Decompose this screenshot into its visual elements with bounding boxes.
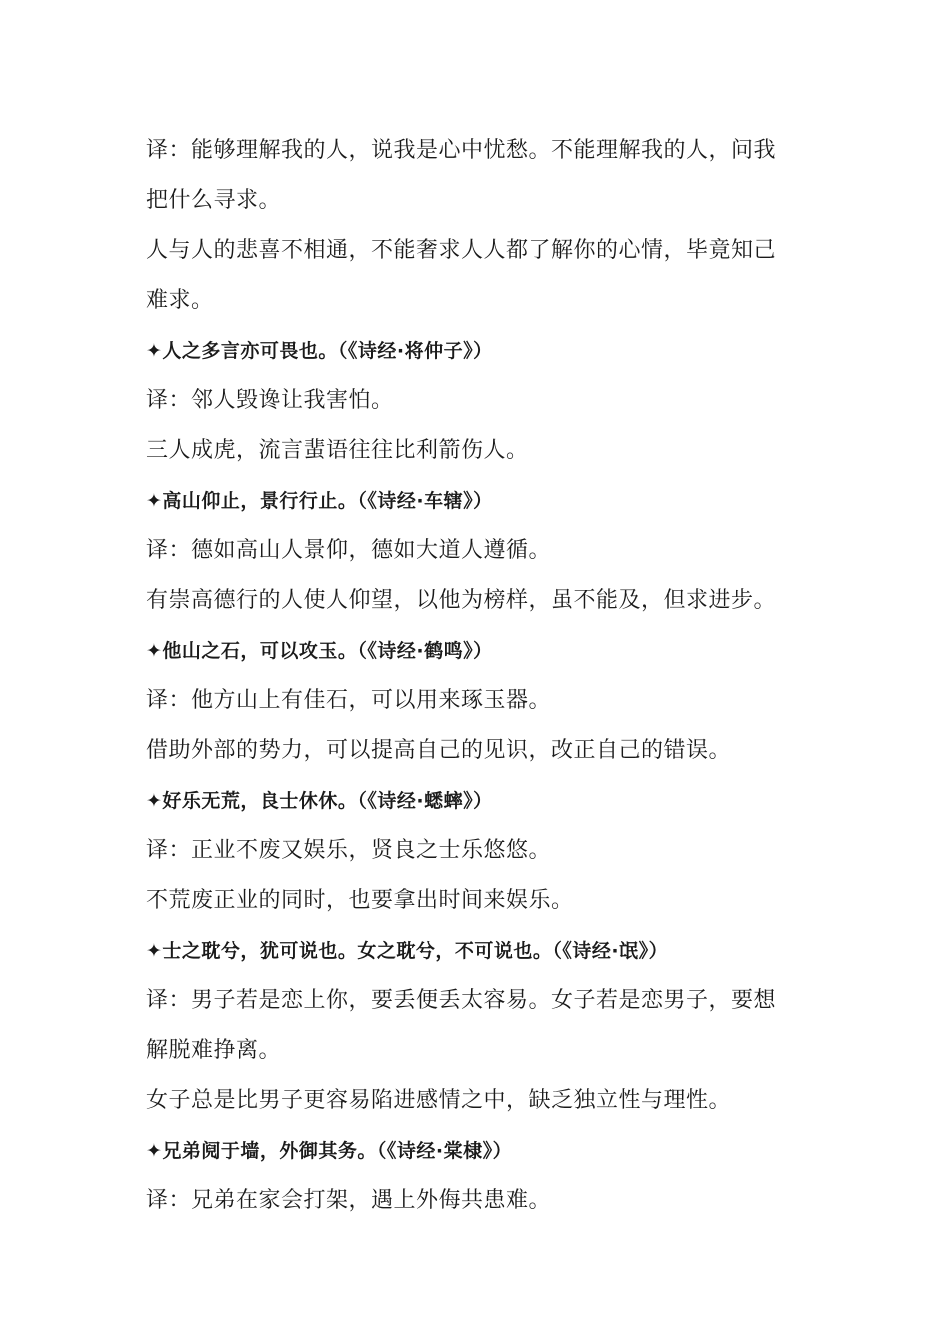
translation-line: 译：兄弟在家会打架，遇上外侮共患难。 xyxy=(146,1188,552,1213)
poem-quote-heading: ✦好乐无荒，良士休休。（《诗经·蟋蟀》） xyxy=(146,790,493,812)
commentary-line: 人与人的悲喜不相通，不能奢求人人都了解你的心情，毕竟知己 xyxy=(146,238,777,263)
poem-quote-heading: ✦人之多言亦可畏也。（《诗经·将仲子》） xyxy=(146,340,493,362)
translation-line: 译：邻人毁谗让我害怕。 xyxy=(146,388,394,413)
translation-line: 译：正业不废又娱乐，贤良之士乐悠悠。 xyxy=(146,838,552,863)
commentary-line: 不荒废正业的同时，也要拿出时间来娱乐。 xyxy=(146,888,574,913)
translation-line: 译：德如高山人景仰，德如大道人遵循。 xyxy=(146,538,552,563)
document-page xyxy=(146,126,816,1226)
translation-line: 译：能够理解我的人，说我是心中忧愁。不能理解我的人，问我 xyxy=(146,138,777,163)
translation-line: 译：男子若是恋上你，要丢便丢太容易。女子若是恋男子，要想 xyxy=(146,988,777,1013)
commentary-line: 三人成虎，流言蜚语往往比利箭伤人。 xyxy=(146,438,529,463)
commentary-line: 有崇高德行的人使人仰望，以他为榜样，虽不能及，但求进步。 xyxy=(146,588,777,613)
translation-line: 译：他方山上有佳石，可以用来琢玉器。 xyxy=(146,688,552,713)
commentary-line: 难求。 xyxy=(146,288,214,313)
translation-line: 解脱难挣离。 xyxy=(146,1038,282,1063)
poem-quote-heading: ✦高山仰止，景行行止。（《诗经·车辖》） xyxy=(146,490,493,512)
poem-quote-heading: ✦兄弟阋于墙，外御其务。（《诗经·棠棣》） xyxy=(146,1140,513,1162)
poem-quote-heading: ✦他山之石，可以攻玉。（《诗经·鹤鸣》） xyxy=(146,640,493,662)
translation-line: 把什么寻求。 xyxy=(146,188,282,213)
commentary-line: 女子总是比男子更容易陷进感情之中，缺乏独立性与理性。 xyxy=(146,1088,732,1113)
poem-quote-heading: ✦士之耽兮，犹可说也。女之耽兮，不可说也。（《诗经·氓》） xyxy=(146,940,669,962)
commentary-line: 借助外部的势力，可以提高自己的见识，改正自己的错误。 xyxy=(146,738,732,763)
